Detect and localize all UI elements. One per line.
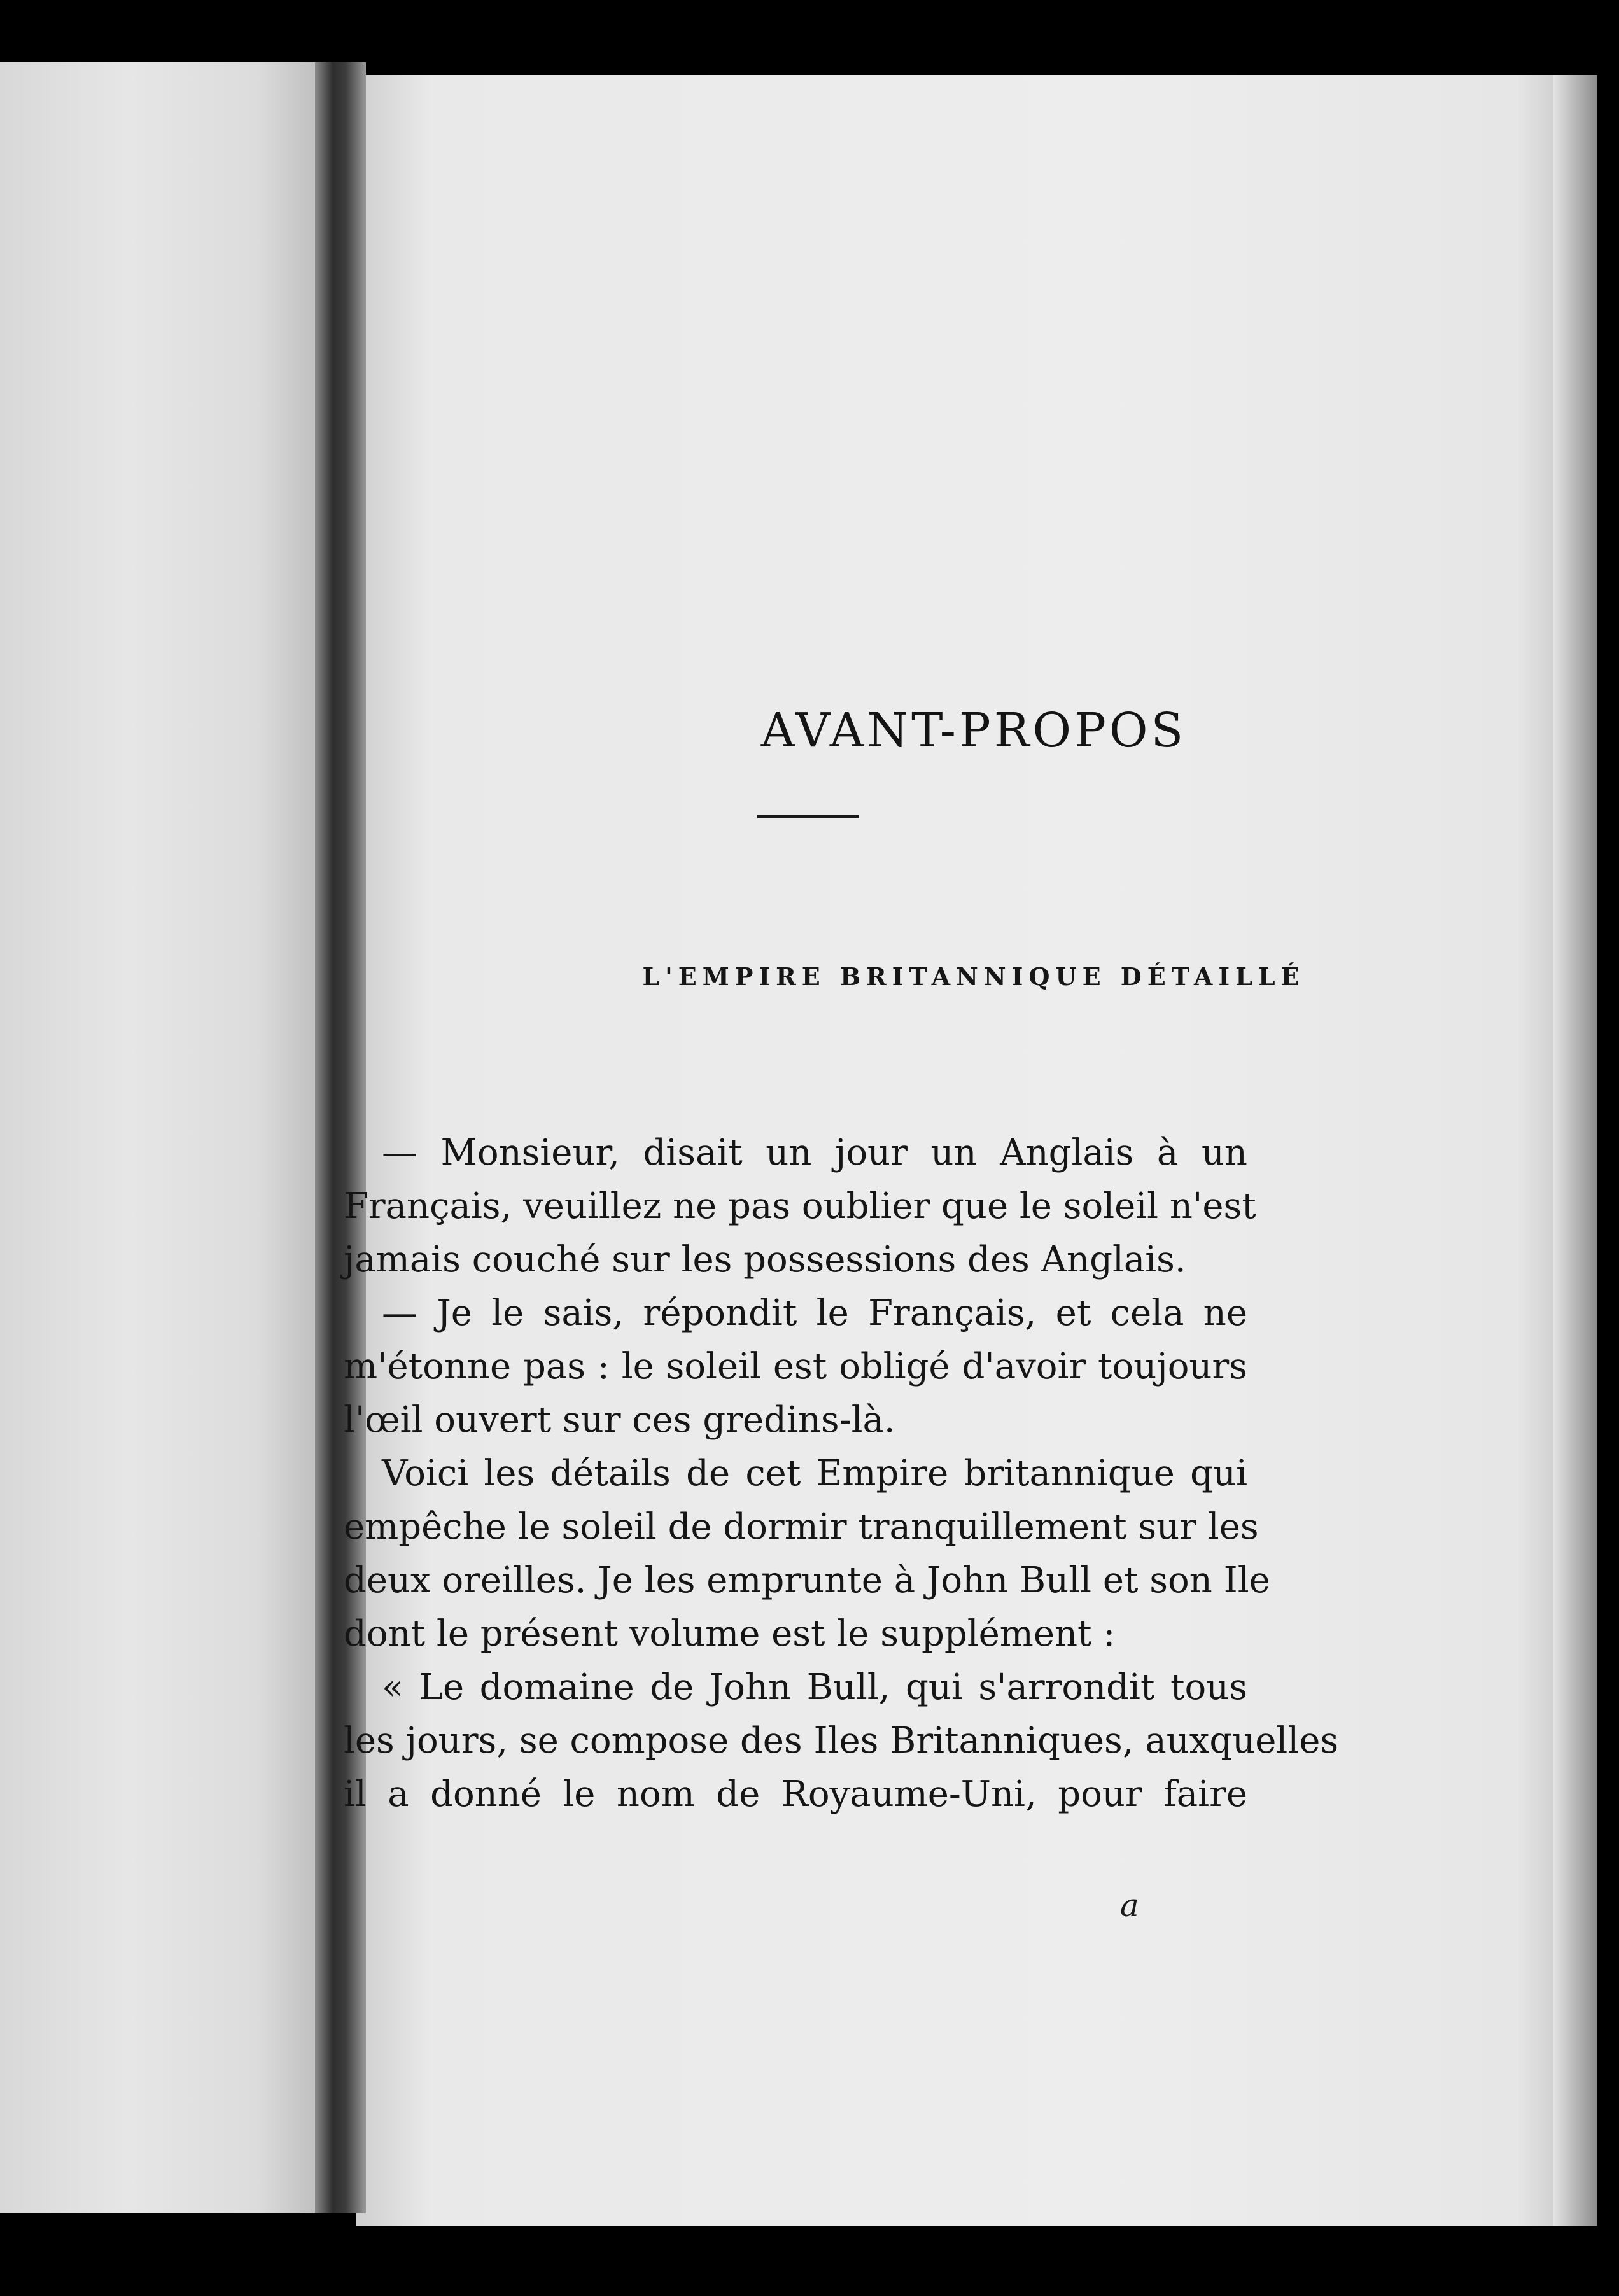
page-subtitle: L'EMPIRE BRITANNIQUE DÉTAILLÉ <box>642 962 1305 991</box>
page-edge <box>1553 75 1597 2226</box>
text-line: l'œil ouvert sur ces gredins-là. <box>344 1399 895 1441</box>
text-line: empêche le soleil de dormir tranquillement sur les <box>344 1506 1259 1548</box>
page-title: AVANT-PROPOS <box>760 703 1187 758</box>
previous-leaf <box>0 62 321 2213</box>
text-line: les jours, se compose des Iles Britanniques, auxquelles <box>344 1720 1339 1761</box>
text-line: dont le présent volume est le supplément : <box>344 1613 1116 1655</box>
text-line: — Monsieur, disait un jour un Anglais à un <box>382 1132 1247 1173</box>
text-line: jamais couché sur les possessions des Anglais. <box>344 1239 1186 1280</box>
text-line: Français, veuillez ne pas oublier que le soleil n'est <box>344 1186 1256 1227</box>
text-line: m'étonne pas : le soleil est obligé d'avoir toujours <box>344 1346 1247 1387</box>
text-line: « Le domaine de John Bull, qui s'arrondit tous <box>382 1667 1247 1708</box>
title-rule <box>757 815 859 818</box>
body-text <box>344 1126 1339 1821</box>
text-line: deux oreilles. Je les emprunte à John Bull et son Ile <box>344 1560 1270 1601</box>
text-line: Voici les détails de cet Empire britannique qui <box>382 1453 1247 1494</box>
text-line: — Je le sais, répondit le Français, et cela ne <box>382 1292 1247 1334</box>
signature-mark: a <box>1120 1887 1139 1924</box>
text-line: il a donné le nom de Royaume-Uni, pour faire <box>344 1774 1247 1815</box>
